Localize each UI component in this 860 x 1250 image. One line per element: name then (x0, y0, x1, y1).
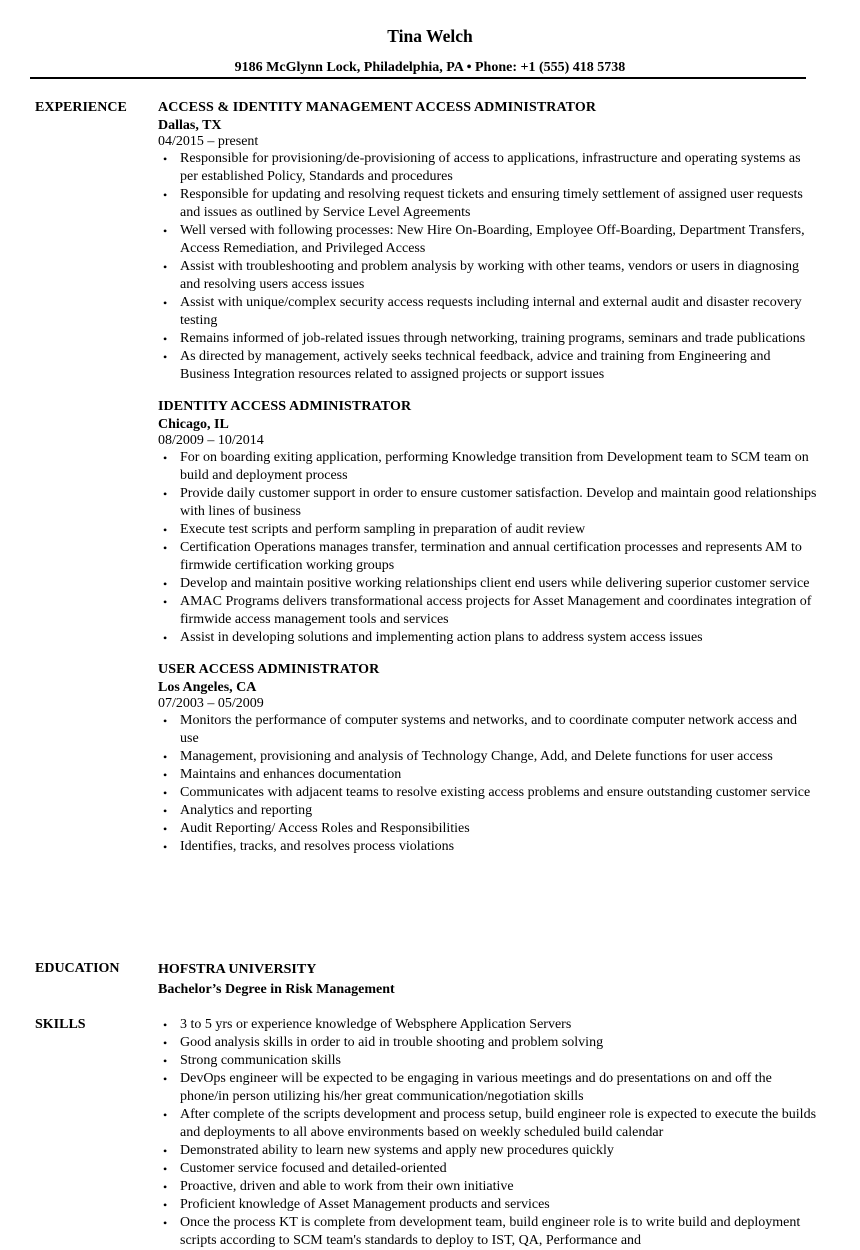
list-item (158, 1178, 818, 1196)
list-item (158, 1034, 818, 1052)
bullet-icon: • (163, 332, 168, 346)
section-label-skills: SKILLS (35, 1017, 86, 1032)
list-item (158, 838, 818, 856)
bullet-text: Develop and maintain positive working relationships client end users while delivering superior customer service (180, 576, 810, 591)
bullet-icon: • (163, 1036, 168, 1050)
bullet-text: Customer service focused and detailed-oriented (180, 1161, 447, 1176)
job-title: USER ACCESS ADMINISTRATOR (158, 662, 380, 677)
list-item (158, 629, 818, 647)
bullet-icon: • (163, 750, 168, 764)
bullet-text: Audit Reporting/ Access Roles and Responsibilities (180, 821, 470, 836)
bullet-icon: • (163, 631, 168, 645)
bullet-text: Responsible for updating and resolving request tickets and ensuring timely settlement of assigned user requests and issues as outlined by Service Level Agreements (180, 187, 803, 220)
bullet-text: Proactive, driven and able to work from their own initiative (180, 1179, 514, 1194)
bullet-icon: • (163, 1054, 168, 1068)
list-item (158, 593, 818, 629)
candidate-name: Tina Welch (387, 26, 473, 46)
bullet-text: Assist with unique/complex security access requests including internal and external audit and disaster recovery testing (180, 295, 802, 328)
skills-list (158, 1016, 818, 1250)
job-title: ACCESS & IDENTITY MANAGEMENT ACCESS ADMINISTRATOR (158, 100, 597, 115)
job-entry (158, 99, 818, 384)
list-item (158, 539, 818, 575)
list-item (158, 748, 818, 766)
bullet-icon: • (163, 1018, 168, 1032)
job-location: Dallas, TX (158, 118, 222, 133)
list-item (158, 485, 818, 521)
bullet-text: DevOps engineer will be expected to be engaging in various meetings and do presentations on and off the phone/in person utilizing his/her great communication/negotiation skills (180, 1071, 772, 1104)
list-item (158, 330, 818, 348)
list-item (158, 1106, 818, 1142)
bullet-icon: • (163, 786, 168, 800)
list-item (158, 258, 818, 294)
job-location: Los Angeles, CA (158, 680, 257, 695)
list-item (158, 820, 818, 838)
bullet-icon: • (163, 451, 168, 465)
list-item (158, 1214, 818, 1250)
list-item (158, 802, 818, 820)
bullet-icon: • (163, 1144, 168, 1158)
bullet-icon: • (163, 768, 168, 782)
section-label-education: EDUCATION (35, 961, 120, 976)
bullet-text: Assist with troubleshooting and problem analysis by working with other teams, vendors or users in diagnosing and resolving users access issues (180, 259, 800, 292)
list-item (158, 1160, 818, 1178)
bullet-text: Well versed with following processes: New Hire On-Boarding, Employee Off-Boarding, Department Transfers, Access Remediation, and Privileged Access (180, 223, 805, 256)
bullet-text: Responsible for provisioning/de-provisioning of access to applications, infrastructure and operating systems as per established Policy, Standards and procedures (180, 151, 801, 184)
bullet-icon: • (163, 152, 168, 166)
job-dates: 07/2003 – 05/2009 (158, 696, 264, 711)
job-dates: 04/2015 – present (158, 134, 259, 149)
bullet-text: Management, provisioning and analysis of Technology Change, Add, and Delete functions for user access (180, 749, 773, 764)
list-item (158, 150, 818, 186)
bullet-text: Communicates with adjacent teams to resolve existing access problems and ensure outstanding customer service (180, 785, 811, 800)
list-item (158, 1070, 818, 1106)
bullet-icon: • (163, 804, 168, 818)
list-item (158, 222, 818, 258)
bullet-icon: • (163, 188, 168, 202)
job-title: IDENTITY ACCESS ADMINISTRATOR (158, 399, 412, 414)
bullet-text: Remains informed of job-related issues through networking, training programs, seminars and trade publications (180, 331, 806, 346)
bullet-icon: • (163, 523, 168, 537)
list-item (158, 766, 818, 784)
bullet-text: Monitors the performance of computer systems and networks, and to coordinate computer network access and use (180, 713, 797, 746)
list-item (158, 575, 818, 593)
bullet-icon: • (163, 1216, 168, 1230)
list-item (158, 521, 818, 539)
bullet-text: Proficient knowledge of Asset Management products and services (180, 1197, 550, 1212)
bullet-text: After complete of the scripts development and process setup, build engineer role is expected to execute the builds and deployments to all above environments based on weekly scheduled build calendar (180, 1107, 817, 1140)
bullet-icon: • (163, 595, 168, 609)
bullet-icon: • (163, 1108, 168, 1122)
job-dates: 08/2009 – 10/2014 (158, 433, 264, 448)
job-bullets (158, 712, 818, 856)
bullet-icon: • (163, 541, 168, 555)
section-label-experience: EXPERIENCE (35, 100, 127, 115)
bullet-icon: • (163, 1072, 168, 1086)
bullet-icon: • (163, 714, 168, 728)
bullet-text: As directed by management, actively seeks technical feedback, advice and training from Engineering and Business Integration resources related to assigned projects or support issues (180, 349, 771, 382)
bullet-text: For on boarding exiting application, performing Knowledge transition from Development team to SCM team on build and deployment process (180, 450, 809, 483)
education-degree: Bachelor’s Degree in Risk Management (158, 982, 395, 997)
header-divider (30, 77, 806, 79)
bullet-text: Analytics and reporting (180, 803, 313, 818)
job-location: Chicago, IL (158, 417, 229, 432)
bullet-text: Provide daily customer support in order to ensure customer satisfaction. Develop and maintain good relationships with lines of business (180, 486, 817, 519)
bullet-icon: • (163, 1180, 168, 1194)
skills-body (158, 1016, 818, 1250)
bullet-text: Maintains and enhances documentation (180, 767, 402, 782)
bullet-icon: • (163, 296, 168, 310)
job-entry (158, 661, 818, 856)
bullet-text: Demonstrated ability to learn new systems and apply new procedures quickly (180, 1143, 614, 1158)
education-body (158, 960, 818, 1000)
job-bullets (158, 150, 818, 384)
list-item (158, 1196, 818, 1214)
bullet-icon: • (163, 224, 168, 238)
list-item (158, 294, 818, 330)
education-school: HOFSTRA UNIVERSITY (158, 962, 317, 977)
bullet-text: Good analysis skills in order to aid in trouble shooting and problem solving (180, 1035, 604, 1050)
bullet-icon: • (163, 1198, 168, 1212)
bullet-text: Execute test scripts and perform sampling in preparation of audit review (180, 522, 586, 537)
list-item (158, 1052, 818, 1070)
bullet-icon: • (163, 840, 168, 854)
contact-line: 9186 McGlynn Lock, Philadelphia, PA • Phone: +1 (555) 418 5738 (234, 60, 626, 75)
experience-body (158, 99, 818, 870)
bullet-text: 3 to 5 yrs or experience knowledge of Websphere Application Servers (180, 1017, 572, 1032)
bullet-text: AMAC Programs delivers transformational access projects for Asset Management and coordinates integration of firmwide access management tools and services (180, 594, 812, 627)
bullet-icon: • (163, 577, 168, 591)
list-item (158, 712, 818, 748)
list-item (158, 784, 818, 802)
bullet-icon: • (163, 260, 168, 274)
list-item (158, 348, 818, 384)
bullet-icon: • (163, 487, 168, 501)
bullet-text: Strong communication skills (180, 1053, 341, 1068)
list-item (158, 1142, 818, 1160)
bullet-text: Assist in developing solutions and implementing action plans to address system access issues (180, 630, 703, 645)
list-item (158, 449, 818, 485)
bullet-icon: • (163, 1162, 168, 1176)
bullet-icon: • (163, 350, 168, 364)
job-entry (158, 398, 818, 647)
list-item (158, 1016, 818, 1034)
job-bullets (158, 449, 818, 647)
list-item (158, 186, 818, 222)
bullet-text: Certification Operations manages transfer, termination and annual certification processes and represents AM to firmwide certification working groups (180, 540, 802, 573)
bullet-text: Once the process KT is complete from development team, build engineer role is to write build and deployment scripts according to SCM team's standards to deploy to IST, QA, Performance and (180, 1215, 801, 1248)
bullet-text: Identifies, tracks, and resolves process violations (180, 839, 455, 854)
bullet-icon: • (163, 822, 168, 836)
